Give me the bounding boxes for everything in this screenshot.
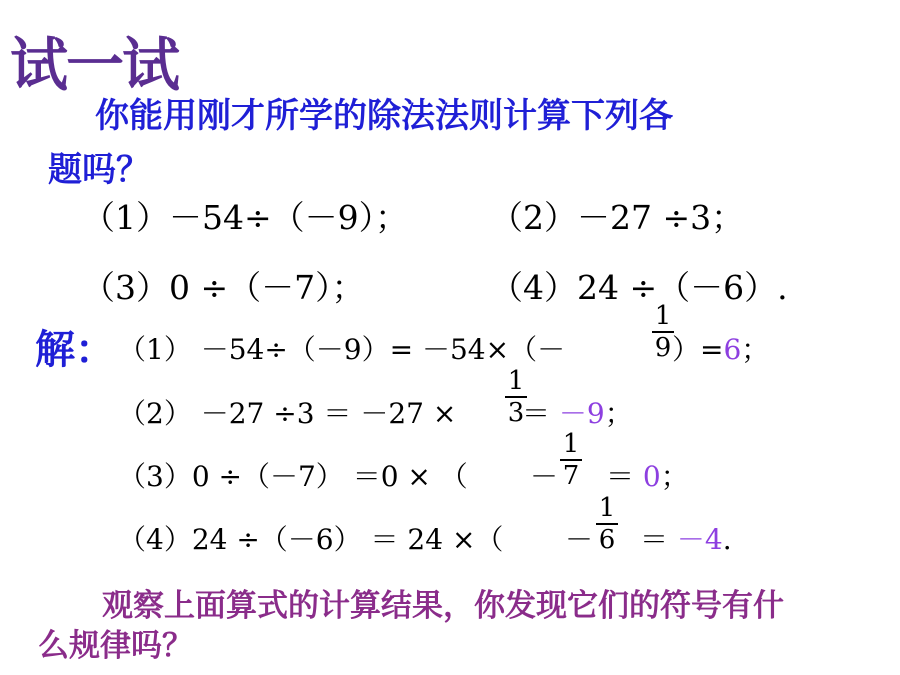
solution-2-eq: ＝ bbox=[522, 397, 551, 430]
solution-1-tail bbox=[672, 328, 769, 368]
solution-1-result: 6 bbox=[723, 333, 742, 366]
solution-3-tail bbox=[606, 455, 689, 495]
solution-4-fraction bbox=[596, 494, 618, 554]
solution-4-minus: － bbox=[565, 523, 594, 556]
observe-line-2: 么规律吗？ bbox=[38, 628, 193, 664]
fraction-denominator: 9 bbox=[654, 333, 672, 363]
solution-1-end: ； bbox=[741, 333, 770, 366]
solution-4-end: . bbox=[722, 523, 732, 556]
slide-title: 试一试 bbox=[10, 31, 179, 99]
problem-3: （3）0 ÷（－7）； bbox=[82, 268, 365, 307]
fraction-numerator: 1 bbox=[654, 301, 672, 331]
solution-2-tail bbox=[522, 392, 633, 432]
solution-label: 解： bbox=[35, 327, 115, 373]
solution-3-eq: ＝ bbox=[606, 460, 635, 493]
problem-1: （1）－54÷（－9）； bbox=[82, 198, 409, 237]
solution-1-close: ）= bbox=[672, 333, 724, 366]
fraction-denominator: 3 bbox=[507, 398, 525, 428]
solution-3-minus: － bbox=[530, 460, 559, 493]
solution-2-end: ； bbox=[604, 397, 633, 430]
solution-1-fraction bbox=[652, 302, 674, 362]
solution-3-end: ； bbox=[660, 460, 689, 493]
question-line-2: 题吗？ bbox=[48, 150, 150, 190]
solution-2-result: －9 bbox=[558, 397, 605, 430]
question-line-1: 你能用刚才所学的除法法则计算下列各 bbox=[95, 96, 673, 136]
solution-2-expression: （2） －27 ÷3 ＝ －27 × bbox=[118, 397, 457, 430]
fraction-numerator: 1 bbox=[598, 493, 616, 523]
solution-1-expression: （1） －54÷（－9）= －54×（－ bbox=[118, 333, 566, 366]
fraction-denominator: 6 bbox=[598, 525, 616, 555]
solution-4-eq: ＝ bbox=[640, 523, 669, 556]
solution-3-fraction bbox=[560, 430, 582, 490]
solution-3-expression: （3）0 ÷（－7） ＝0 × （ bbox=[118, 460, 468, 493]
problem-2: （2）－27 ÷3； bbox=[490, 198, 745, 237]
fraction-numerator: 1 bbox=[507, 366, 525, 396]
solution-3-result: 0 bbox=[642, 460, 661, 493]
problem-4: （4）24 ÷（－6）. bbox=[490, 268, 788, 307]
solution-4-expression: （4）24 ÷（－6） ＝ 24 ×（ bbox=[118, 523, 504, 556]
fraction-numerator: 1 bbox=[562, 429, 580, 459]
solution-4-result: －4 bbox=[676, 523, 723, 556]
solution-4-tail bbox=[640, 518, 732, 558]
observe-line-1: 观察上面算式的计算结果，你发现它们的符号有什 bbox=[102, 588, 784, 624]
fraction-denominator: 7 bbox=[562, 461, 580, 491]
